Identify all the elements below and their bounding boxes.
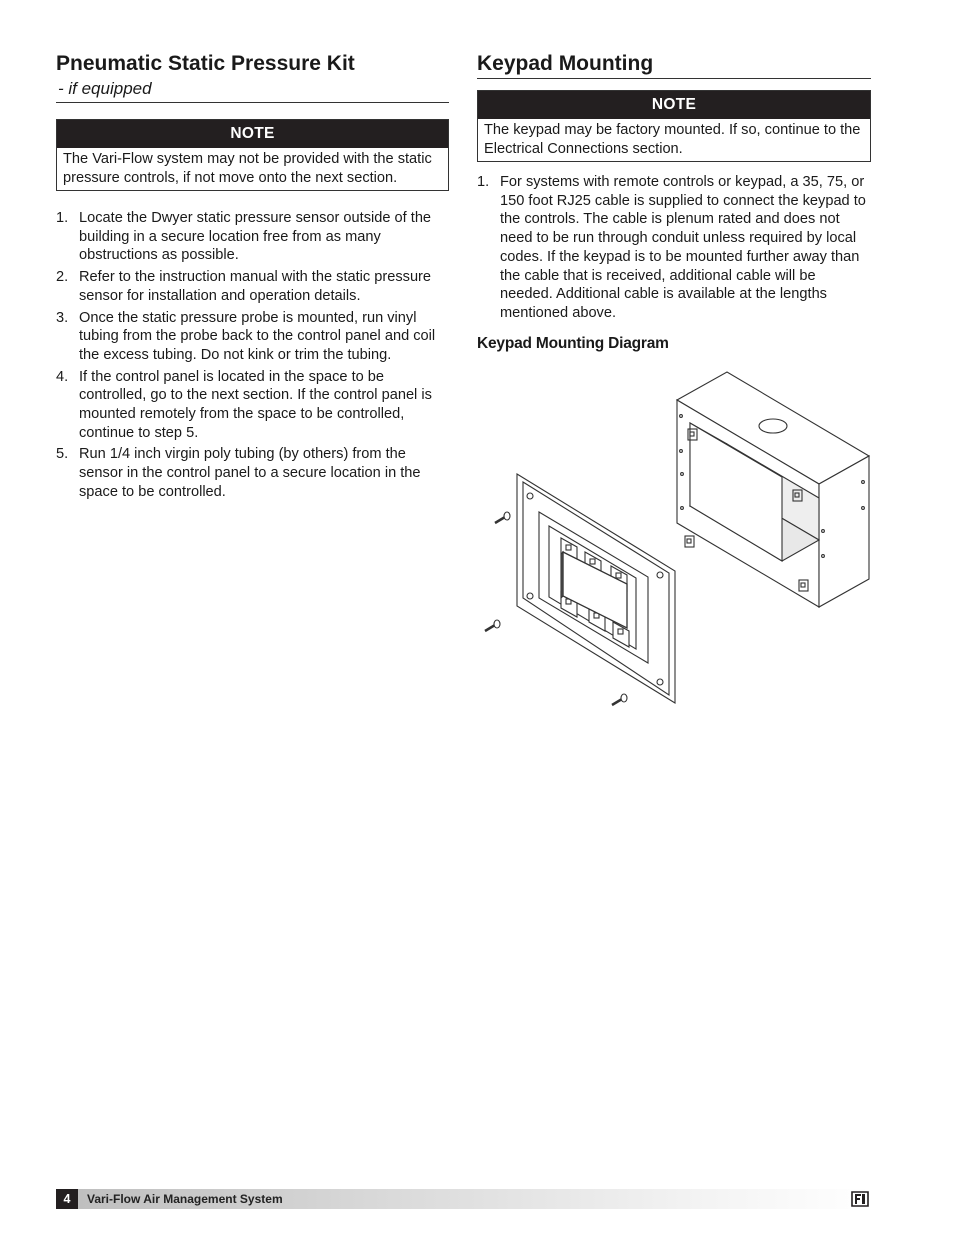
- right-column: [477, 52, 871, 353]
- list-item: [56, 209, 449, 265]
- step-text: For systems with remote controls or keypad, a 35, 75, or 150 foot RJ25 cable is supplied to connect the keypad to the controls. The cable is plenum rated and does not need to be run through conduit unless required by local codes. If the keypad is to be mounted further away than the cable that is received, additional cable will be needed. Additional cable is available at the lengths mentioned above.: [500, 174, 866, 321]
- page-number: 4: [56, 1189, 78, 1209]
- step-number: 2.: [56, 269, 69, 286]
- step-text: Run 1/4 inch virgin poly tubing (by others) from the sensor in the control panel to a secure location in the space to be controlled.: [79, 446, 421, 500]
- note-text: The keypad may be factory mounted. If so, continue to the Electrical Connections section.: [484, 122, 861, 157]
- brand-logo-icon: [851, 1191, 869, 1207]
- step-text: Once the static pressure probe is mounted, run vinyl tubing from the probe back to the control panel and coil the excess tubing. Do not kink or trim the tubing.: [79, 309, 436, 363]
- section-title-keypad: Keypad Mounting: [477, 52, 654, 75]
- list-item: [56, 268, 449, 305]
- step-text: Locate the Dwyer static pressure sensor outside of the building in a secure location free from as many obstructions as possible.: [79, 210, 432, 264]
- title-divider: [477, 78, 871, 79]
- list-item: [477, 173, 871, 323]
- diagram-title: Keypad Mounting Diagram: [477, 334, 669, 352]
- note-heading: NOTE: [478, 91, 870, 119]
- note-box-pneumatic: [56, 119, 449, 191]
- step-number: 1.: [56, 210, 69, 226]
- step-number: 5.: [56, 446, 69, 463]
- note-text: The Vari-Flow system may not be provided with the static pressure controls, if not move onto the next section.: [63, 151, 432, 186]
- pneumatic-steps-list: [56, 209, 449, 502]
- section-title-pneumatic: Pneumatic Static Pressure Kit: [56, 52, 355, 75]
- page-footer: [56, 1189, 871, 1209]
- step-text: If the control panel is located in the space to be controlled, go to the next section. If the control panel is mounted remotely from the space to be controlled, continue to step 5.: [79, 368, 432, 441]
- list-item: [56, 445, 449, 501]
- back-box: [677, 372, 869, 607]
- list-item: [56, 368, 449, 443]
- step-number: 1.: [477, 174, 490, 190]
- step-number: 4.: [56, 368, 69, 385]
- note-heading: NOTE: [57, 120, 448, 148]
- note-box-keypad: [477, 90, 871, 162]
- footer-title: Vari-Flow Air Management System: [87, 1192, 283, 1206]
- step-text: Refer to the instruction manual with the static pressure sensor for installation and operation details.: [79, 269, 432, 304]
- list-item: [56, 309, 449, 365]
- step-number: 3.: [56, 309, 69, 326]
- keypad-mounting-diagram: [477, 366, 877, 716]
- keypad-steps-list: [477, 173, 871, 323]
- left-column: [56, 52, 449, 505]
- title-divider: [56, 102, 449, 103]
- section-subtitle: - if equipped: [58, 79, 152, 98]
